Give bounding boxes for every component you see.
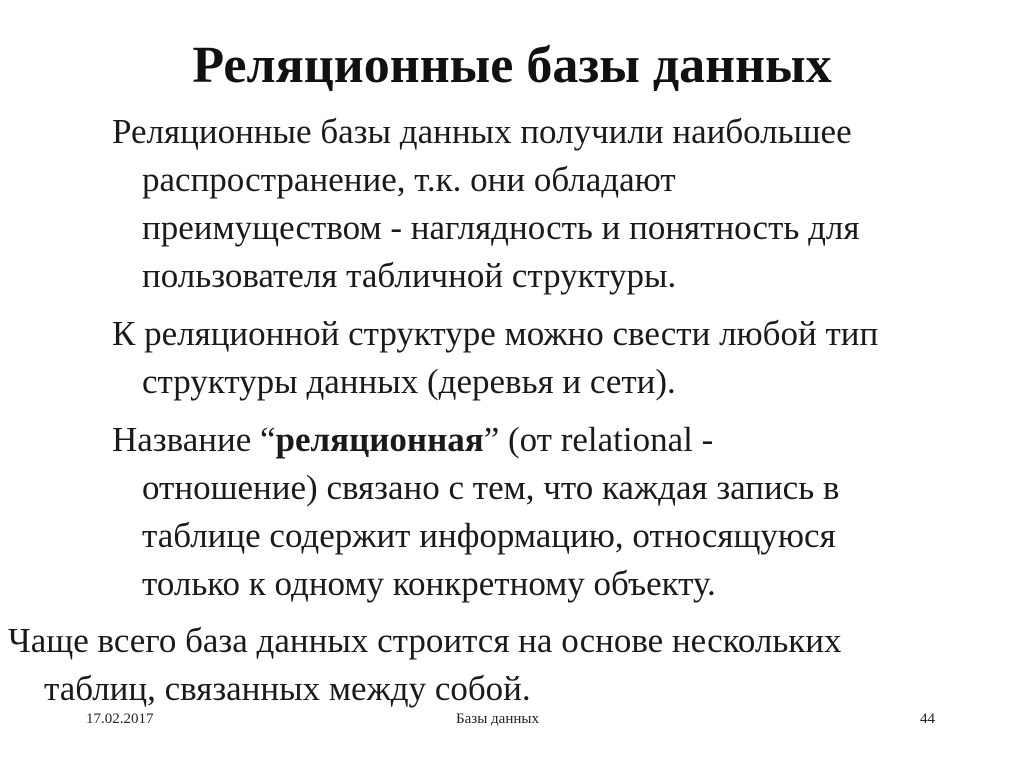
paragraph-3-text-before: Название “ [112,420,276,459]
paragraph-1 [112,108,859,300]
footer-page-number: 44 [920,711,935,727]
paragraph-2-line-2: структуры данных (деревья и сети). [142,362,676,401]
paragraph-3-bold-term: реляционная [275,420,484,459]
footer-title: Базы данных [456,711,539,727]
paragraph-1-line-2: распространение, т.к. они обладают [142,160,676,199]
paragraph-3 [112,416,839,608]
paragraph-1-line-3: преимуществом - наглядность и понятность для [142,208,860,247]
paragraph-3-line-4: только к одному конкретному объекту. [142,564,716,603]
paragraph-3-line-1 [112,416,839,464]
paragraph-2-line-1: К реляционной структуре можно свести любой тип [112,314,879,353]
paragraph-3-text-after: ” (от relational - [483,420,714,459]
paragraph-4 [8,617,842,713]
paragraph-2 [112,310,878,406]
footer-date: 17.02.2017 [86,711,154,727]
paragraph-4-line-1: Чаще всего база данных строится на основе нескольких [8,621,842,660]
slide-title: Реляционные базы данных [192,37,832,94]
paragraph-3-line-2: отношение) связано с тем, что каждая запись в [142,468,840,507]
paragraph-1-line-1: Реляционные базы данных получили наибольшее [112,112,852,151]
paragraph-1-line-4: пользователя табличной структуры. [142,256,677,295]
paragraph-3-line-3: таблице содержит информацию, относящуюся [142,516,836,555]
paragraph-4-line-2: таблиц, связанных между собой. [44,669,531,708]
